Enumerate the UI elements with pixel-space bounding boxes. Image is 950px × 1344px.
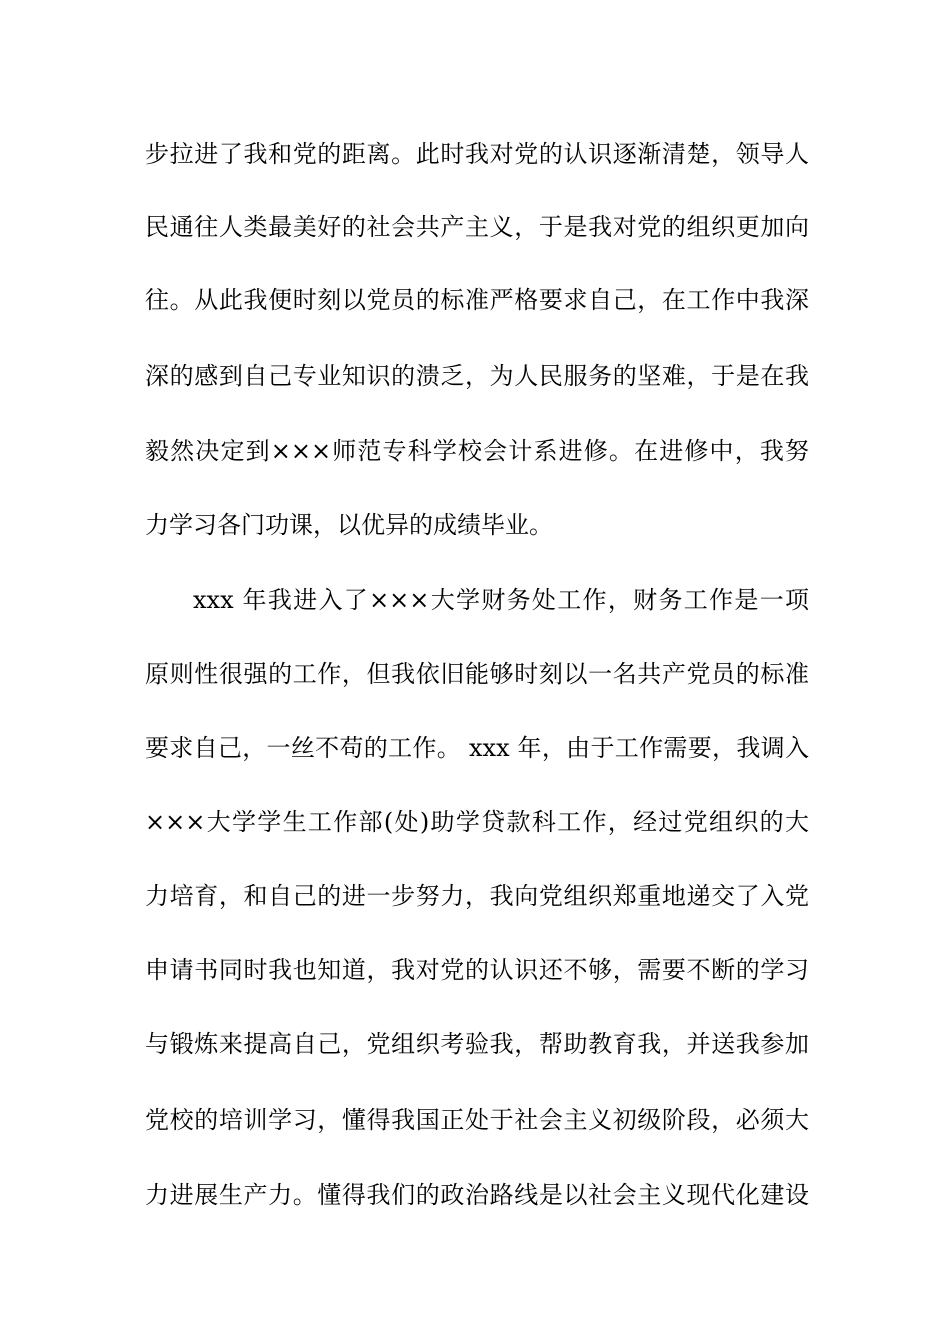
text-line: 要求自己，一丝不苟的工作。 xxx 年，由于工作需要，我调入: [145, 734, 809, 762]
text-line: 与锻炼来提高自己，党组织考验我，帮助教育我，并送我参加: [145, 1030, 809, 1058]
text-line: 力学习各门功课，以优异的成绩毕业。: [145, 511, 553, 539]
text-line: 力进展生产力。懂得我们的政治路线是以社会主义现代化建设: [145, 1181, 809, 1209]
paragraph-first-line: xxx 年我进入了×××大学财务处工作，财务工作是一项: [193, 586, 809, 614]
text-line: 步拉进了我和党的距离。此时我对党的认识逐渐清楚，领导人: [145, 140, 809, 168]
text-line: 申请书同时我也知道，我对党的认识还不够，需要不断的学习: [145, 956, 809, 984]
text-line: 民通往人类最美好的社会共产主义，于是我对党的组织更加向: [145, 213, 809, 241]
text-line: 原则性很强的工作，但我依旧能够时刻以一名共产党员的标准: [145, 660, 809, 688]
text-line: 往。从此我便时刻以党员的标准严格要求自己，在工作中我深: [145, 286, 809, 314]
text-line: 深的感到自己专业知识的溃乏，为人民服务的坚难，于是在我: [145, 362, 809, 390]
text-line: 力培育，和自己的进一步努力，我向党组织郑重地递交了入党: [145, 882, 809, 910]
text-line: 毅然决定到×××师范专科学校会计系进修。在进修中，我努: [145, 437, 809, 465]
text-line: ×××大学学生工作部(处)助学贷款科工作，经过党组织的大: [145, 808, 809, 836]
text-line: 党校的培训学习，懂得我国正处于社会主义初级阶段，必须大: [145, 1106, 809, 1134]
